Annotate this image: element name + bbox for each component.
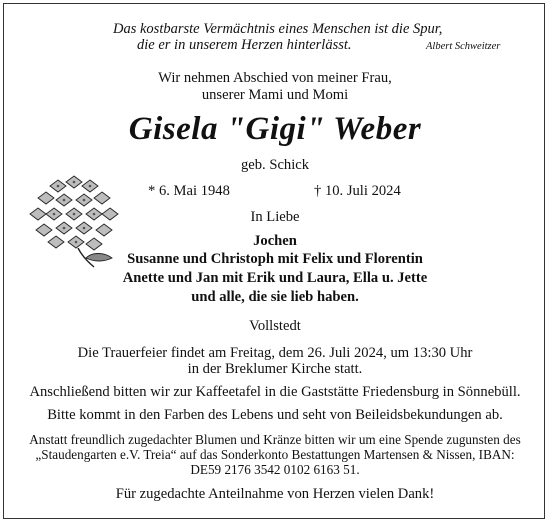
quote-author: Albert Schweitzer (426, 41, 501, 52)
thanks-text: Für zugedachte Anteilnahme von Herzen vielen Dank! (115, 486, 435, 502)
colors-text: Bitte kommt in den Farben des Lebens und seht von Beileidsbekundungen ab. (47, 407, 503, 423)
birth-name: geb. Schick (240, 157, 310, 173)
donation-line-2: „Staudengarten e.V. Treia“ auf das Sonderkonto Bestattungen Martensen & Nissen, IBAN: (35, 447, 515, 462)
intro-line-1: Wir nehmen Abschied von meiner Frau, (158, 70, 392, 86)
deceased-name: Gisela "Gigi" Weber (128, 111, 422, 147)
mourners-line-4: und alle, die sie lieb haben. (191, 289, 359, 305)
coffee-text: Anschließend bitten wir zur Kaffeetafel in die Gaststätte Friedensburg in Sönnebüll. (29, 384, 521, 400)
birth-date: * 6. Mai 1948 (148, 183, 230, 199)
mourners-line-2: Susanne und Christoph mit Felix und Florentin (127, 251, 423, 267)
quote-line-2: die er in unserem Herzen hinterlässt. (137, 37, 352, 53)
place: Vollstedt (249, 318, 301, 334)
intro-line-2: unserer Mami und Momi (201, 87, 349, 103)
mourners-intro: In Liebe (250, 209, 300, 225)
donation-line-3: DE59 2176 3542 0102 6163 51. (190, 462, 360, 477)
mourners-line-3: Anette und Jan mit Erik und Laura, Ella u. Jette (122, 270, 428, 286)
service-line-1: Die Trauerfeier findet am Freitag, dem 26. Juli 2024, um 13:30 Uhr (77, 345, 473, 361)
quote-line-1: Das kostbarste Vermächtnis eines Menschen ist die Spur, (113, 21, 443, 37)
service-line-2: in der Breklumer Kirche statt. (187, 361, 363, 377)
donation-line-1: Anstatt freundlich zugedachter Blumen und Kränze bitten wir um eine Spende zugunsten des (29, 432, 521, 447)
mourners-line-1: Jochen (253, 233, 297, 249)
death-date: † 10. Juli 2024 (314, 183, 401, 199)
